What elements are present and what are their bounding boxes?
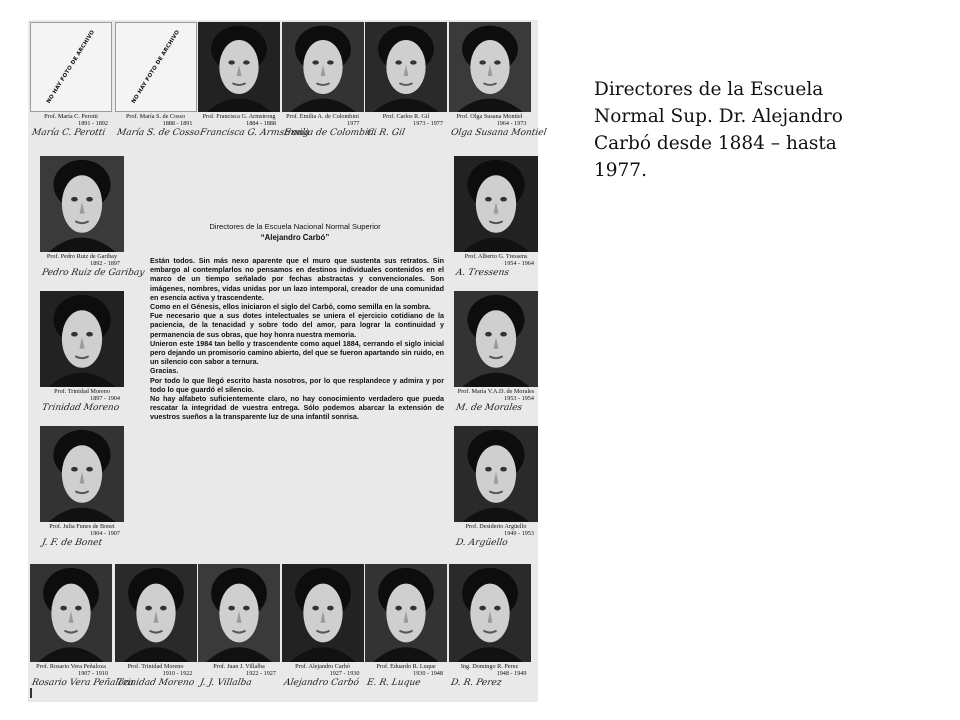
director-years: 1897 - 1904	[90, 395, 120, 402]
portrait-caption	[115, 663, 197, 677]
director-portrait	[115, 22, 200, 142]
portrait-caption	[40, 388, 124, 402]
director-portrait	[454, 156, 538, 282]
director-years: 1954 - 1964	[504, 260, 534, 267]
portrait-photo	[40, 156, 124, 252]
portrait-photo	[40, 291, 124, 387]
no-photo-label: NO HAY FOTO DE ARCHIVO	[130, 29, 181, 105]
portrait-image	[365, 564, 447, 662]
portrait-image	[40, 291, 124, 387]
director-years: 1888 - 1891	[162, 120, 193, 127]
director-signature: Trinidad Moreno	[41, 403, 120, 413]
director-portrait	[40, 156, 146, 282]
portrait-image	[40, 426, 124, 522]
director-name: Prof. Carlos R. Gil	[382, 113, 430, 120]
director-name: Prof. Olga Susana Montiel	[456, 113, 523, 120]
poster-paragraph: No hay alfabeto suficientemente claro, no hay conocimiento verdadero que pueda rescatar la integridad de vuestra entrega. Sólo podemos abarcar la extensión de vuestros sueños a la transparente luz de una infantil sonrisa.	[150, 394, 444, 422]
portrait-caption	[198, 663, 280, 677]
portrait-image	[198, 564, 280, 662]
poster-title: Directores de la Escuela Nacional Normal Superior	[209, 222, 381, 231]
portrait-caption	[454, 523, 538, 537]
director-years: 1922 - 1927	[246, 670, 276, 677]
poster-paragraph: Como en el Génesis, ellos iniciaron el siglo del Carbó, como semilla en la sombra.	[150, 302, 431, 312]
director-signature: Francisca G. Armstrong	[199, 128, 310, 138]
director-name: Prof. Desiderio Argüello	[465, 523, 527, 530]
poster-paragraph: Por todo lo que llegó escrito hasta nosotros, por lo que resplandece y admira y por todo lo que guardó el silencio.	[150, 375, 444, 394]
director-portrait	[40, 426, 124, 552]
director-signature: Rosario Vera Peñaloza	[31, 678, 135, 688]
director-name: Prof. Trinidad Moreno	[54, 388, 110, 395]
director-portrait	[365, 22, 447, 142]
portrait-image	[30, 564, 112, 662]
portrait-photo	[454, 291, 538, 387]
director-years: 1964 - 1973	[496, 120, 527, 127]
director-portrait	[365, 564, 447, 692]
portrait-image	[449, 22, 531, 112]
director-signature: Pedro Ruiz de Garibay	[41, 268, 146, 278]
director-signature: E. R. Luque	[366, 678, 422, 688]
director-years: 1910 - 1922	[162, 670, 193, 677]
portrait-caption	[454, 388, 538, 402]
portrait-photo	[454, 156, 538, 252]
director-name: Prof. Alberto G. Tressens	[464, 253, 528, 260]
director-portrait	[115, 564, 197, 692]
director-years: 1891 - 1892	[78, 120, 108, 127]
director-years: 1927 - 1930	[329, 670, 360, 677]
director-signature: J. F. de Bonet	[41, 538, 103, 548]
portrait-caption	[198, 113, 280, 127]
director-signature: Trinidad Moreno	[115, 678, 195, 688]
director-portrait	[454, 291, 538, 417]
director-portrait	[282, 22, 377, 142]
director-signature: Alejandro Carbó	[282, 678, 360, 688]
director-years: 1977	[347, 120, 360, 127]
caption-line-2: Normal Sup. Dr. Alejandro	[594, 106, 843, 127]
portrait-photo	[365, 22, 447, 112]
portrait-caption	[40, 523, 124, 537]
director-portrait	[198, 22, 310, 142]
directors-poster	[28, 20, 547, 702]
director-portrait	[449, 564, 531, 692]
portrait-image	[282, 564, 364, 662]
director-name: Ing. Domingo R. Perez	[460, 663, 519, 670]
director-signature: Olga Susana Montiel	[449, 128, 547, 138]
portrait-caption	[115, 113, 197, 127]
portrait-photo	[365, 564, 447, 662]
portrait-photo	[198, 564, 280, 662]
director-years: 1930 - 1948	[413, 670, 443, 677]
portrait-caption	[40, 253, 124, 267]
director-years: 1953 - 1954	[504, 395, 534, 402]
director-portrait	[454, 426, 538, 552]
no-photo-placeholder	[30, 22, 112, 112]
director-portrait	[449, 22, 547, 142]
director-years: 1892 - 1897	[90, 260, 120, 267]
director-name: Prof. Trinidad Moreno	[127, 663, 184, 670]
director-name: Prof. María S. de Cosso	[125, 113, 186, 120]
caption-line-3: Carbó desde 1884 – hasta	[594, 133, 837, 154]
director-portrait	[282, 564, 364, 692]
portrait-image	[454, 291, 538, 387]
director-name: Prof. Emilia A. de Colombini	[286, 113, 359, 120]
director-signature: D. R. Perez	[449, 678, 502, 688]
director-years: 1949 - 1953	[504, 530, 534, 537]
director-years: 1904 - 1907	[90, 530, 120, 537]
portrait-image	[365, 22, 447, 112]
portrait-photo	[282, 22, 364, 112]
director-name: Prof. Juan J. Villalba	[213, 663, 265, 670]
director-years: 1973 - 1977	[413, 120, 443, 127]
director-signature: Emilia de Colombini	[282, 128, 377, 138]
portrait-photo	[30, 564, 112, 662]
director-signature: A. Tressens	[455, 268, 510, 278]
director-name: Prof. Rosario Vera Peñaloza	[36, 663, 106, 670]
director-signature: M. de Morales	[455, 403, 523, 413]
poster-body	[150, 256, 444, 422]
poster-paragraph: Fue necesario que a sus dotes intelectuales se uniera el ejercicio cotidiano de la paciencia, de la tenacidad y sobre todo del amor, para lograr la continuidad y permanencia de sus obras, que hoy honra nuestra memoria.	[150, 311, 444, 339]
caption-line-1: Directores de la Escuela	[594, 79, 824, 100]
director-signature: María C. Perotti	[31, 128, 106, 138]
portrait-image	[449, 564, 531, 662]
poster-text-block	[144, 160, 446, 560]
director-name: Prof. María V.A.D. de Morales	[457, 388, 535, 395]
portrait-image	[115, 564, 197, 662]
portrait-caption	[449, 113, 531, 127]
portrait-caption	[282, 663, 364, 677]
director-years: 1948 - 1949	[496, 670, 527, 677]
director-signature: D. Argüello	[455, 538, 509, 548]
director-portrait	[30, 564, 135, 692]
director-signature: María S. de Cosso	[115, 128, 200, 138]
director-name: Prof. Eduardo R. Luque	[376, 663, 436, 670]
portrait-photo	[40, 426, 124, 522]
director-name: Prof. Julia Funes de Bonet	[49, 523, 115, 530]
director-signature: J. J. Villalba	[199, 678, 253, 688]
caption-line-4: 1977.	[594, 160, 647, 181]
no-photo-placeholder	[115, 22, 197, 112]
portrait-caption	[454, 253, 538, 267]
portrait-caption	[365, 113, 447, 127]
poster-paragraph: Gracias.	[150, 366, 179, 376]
portrait-photo	[449, 564, 531, 662]
poster-paragraph: Están todos. Sin más nexo aparente que el muro que sustenta sus retratos. Sin embargo al contemplarlos no pensamos en destinos individuales contenidos en el marco de un tiempo señalado por fechas abstractas y convencionales. Son imágenes, nombres, vidas unidas por un lazo intemporal, creador de una comunidad en esencia activa y trascendente.	[150, 256, 444, 302]
poster-subtitle: “Alejandro Carbó”	[260, 233, 330, 242]
portrait-caption	[282, 113, 364, 127]
portrait-caption	[30, 663, 112, 677]
director-portrait	[198, 564, 280, 692]
no-photo-label: NO HAY FOTO DE ARCHIVO	[45, 29, 97, 105]
director-portrait	[40, 291, 124, 417]
portrait-caption	[449, 663, 531, 677]
portrait-photo	[449, 22, 531, 112]
portrait-image	[454, 426, 538, 522]
director-years: 1884 - 1888	[246, 120, 276, 127]
director-name: Prof. Alejandro Carbó	[295, 663, 350, 670]
portrait-caption	[365, 663, 447, 677]
director-name: Prof. Francisca G. Armstrong	[202, 113, 276, 120]
edge-mark	[30, 688, 32, 698]
portrait-photo	[282, 564, 364, 662]
portrait-photo	[115, 564, 197, 662]
portrait-image	[40, 156, 124, 252]
director-years: 1907 - 1910	[78, 670, 108, 677]
director-signature: C. R. Gil	[366, 128, 406, 138]
portrait-photo	[454, 426, 538, 522]
poster-paragraph: Unieron este 1984 tan bello y trascendente como aquel 1884, cerrando el siglo inicial pero dejando un promisorio camino abierto, del que se fueron apartando sin ruido, en un silencio con sabor a ternura.	[150, 338, 444, 367]
portrait-image	[198, 22, 280, 112]
slide-caption	[594, 76, 924, 184]
director-name: Prof. Pedro Ruiz de Garibay	[46, 253, 118, 260]
director-name: Prof. María C. Perotti	[44, 113, 98, 120]
portrait-caption	[30, 113, 112, 127]
portrait-photo	[198, 22, 280, 112]
portrait-image	[454, 156, 538, 252]
director-portrait	[30, 22, 112, 142]
portrait-image	[282, 22, 364, 112]
